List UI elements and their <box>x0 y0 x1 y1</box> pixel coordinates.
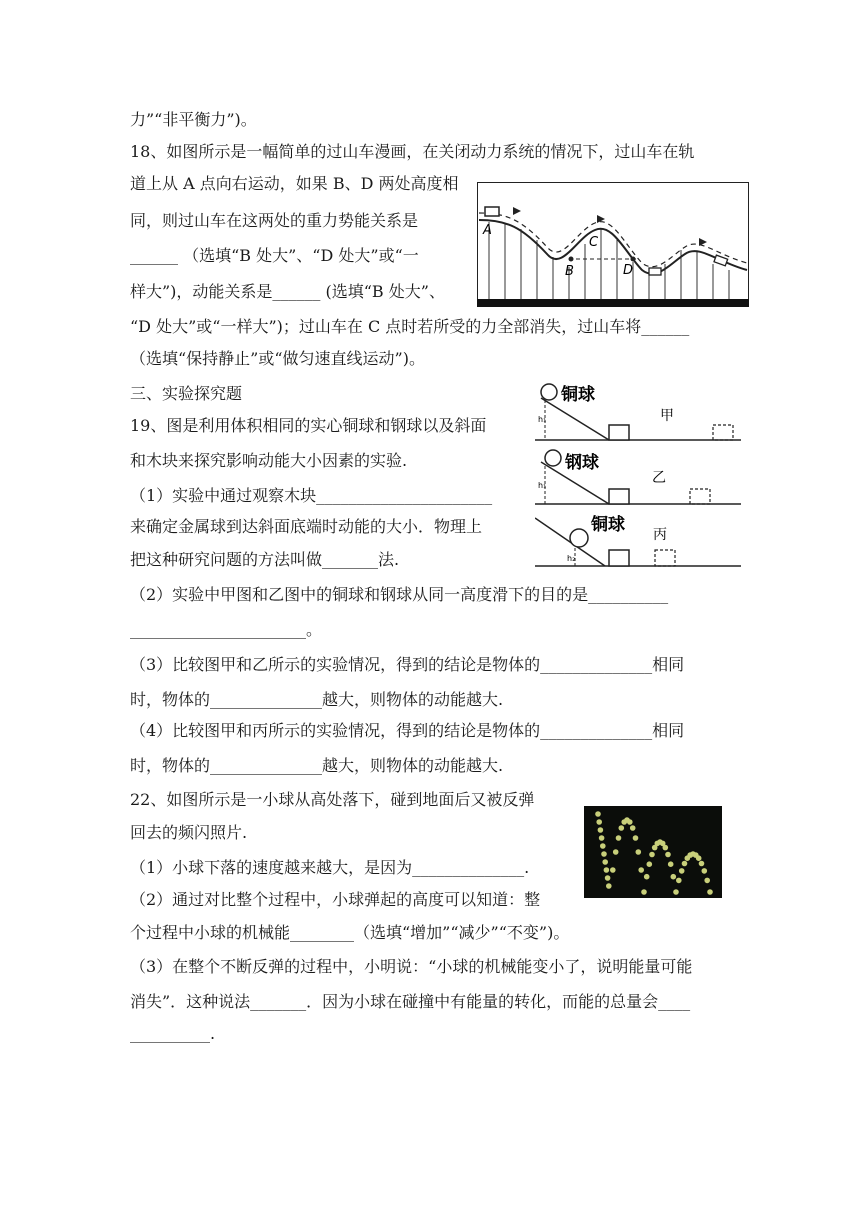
text-line-14: 把这种研究问题的方法叫做_______法. <box>130 550 400 569</box>
ramp-row-3 <box>535 514 741 566</box>
text-line-8: （选填“保持静止”或“做匀速直线运动”)。 <box>130 349 425 368</box>
row-tag-3: 丙 <box>653 527 667 543</box>
text-line-2: 18、如图所示是一幅简单的过山车漫画，在关闭动力系统的情况下，过山车在轨 <box>130 142 695 161</box>
roller-coaster-figure <box>477 182 749 307</box>
text-line-26: （3）在整个不断反弹的过程中，小明说：“小球的机械能变小了，说明能量可能 <box>130 957 693 976</box>
text-line-6: 样大”)，动能关系是______ (选填“B 处大”、 <box>130 282 445 301</box>
label-b: B <box>565 264 574 279</box>
svg-text:h₁: h₁ <box>538 415 547 424</box>
label-c: C <box>589 235 599 250</box>
text-line-27: 消失”．这种说法_______．因为小球在碰撞中有能量的转化，而能的总量会____ <box>130 992 691 1011</box>
ramp-row-1 <box>535 384 741 440</box>
text-line-5: ______ （选填“B 处大”、“D 处大”或“一 <box>130 246 419 265</box>
text-line-19: （4）比较图甲和丙所示的实验情况，得到的结论是物体的______________相同 <box>130 721 685 740</box>
text-line-25: 个过程中小球的机械能________（选填“增加”“减少”“不变”)。 <box>130 923 570 942</box>
label-a: A <box>483 223 492 238</box>
row-tag-2: 乙 <box>652 470 666 486</box>
ball-label-3: 铜球 <box>591 515 625 535</box>
svg-text:h₂: h₂ <box>567 554 576 563</box>
ball-label-1: 铜球 <box>561 385 595 405</box>
text-line-17: （3）比较图甲和乙所示的实验情况，得到的结论是物体的______________相同 <box>130 655 685 674</box>
ramp-row-2 <box>535 450 741 504</box>
label-d: D <box>623 263 634 278</box>
svg-text:h₁: h₁ <box>538 481 547 490</box>
text-line-22: 回去的频闪照片. <box>130 823 248 842</box>
section-heading: 三、实验探究题 <box>130 384 243 403</box>
text-line-4: 同，则过山车在这两处的重力势能关系是 <box>130 211 419 230</box>
text-line-7: “D 处大”或“一样大”)；过山车在 C 点时若所受的力全部消失，过山车将______ <box>130 317 690 336</box>
text-line-15: （2）实验中甲图和乙图中的铜球和钢球从同一高度滑下的目的是__________ <box>130 585 669 604</box>
text-line-18: 时，物体的______________越大，则物体的动能越大. <box>130 690 504 709</box>
text-line-20: 时，物体的______________越大，则物体的动能越大. <box>130 756 504 775</box>
text-line-16: ______________________。 <box>130 620 323 639</box>
bouncing-ball-photo <box>584 806 722 898</box>
text-line-1: 力”“非平衡力”)。 <box>130 110 257 129</box>
text-line-21: 22、如图所示是一小球从高处落下，碰到地面后又被反弹 <box>130 790 535 809</box>
cart-d <box>649 268 661 275</box>
text-line-23: （1）小球下落的速度越来越大，是因为______________. <box>130 858 530 877</box>
ball-label-2: 钢球 <box>565 453 599 473</box>
text-line-28: __________. <box>130 1024 216 1043</box>
row-tag-1: 甲 <box>660 408 674 424</box>
text-line-13: 来确定金属球到达斜面底端时动能的大小．物理上 <box>130 517 483 536</box>
text-line-11: 和木块来探究影响动能大小因素的实验. <box>130 451 408 470</box>
ramp-experiment-figure <box>535 378 741 568</box>
text-line-12: （1）实验中通过观察木块______________________ <box>130 486 493 505</box>
cart-a <box>485 207 499 216</box>
text-line-24: （2）通过对比整个过程中，小球弹起的高度可以知道：整 <box>130 890 541 909</box>
text-line-3: 道上从 A 点向右运动，如果 B、D 两处高度相 <box>130 174 459 193</box>
text-line-10: 19、图是利用体积相同的实心铜球和钢球以及斜面 <box>130 416 487 435</box>
